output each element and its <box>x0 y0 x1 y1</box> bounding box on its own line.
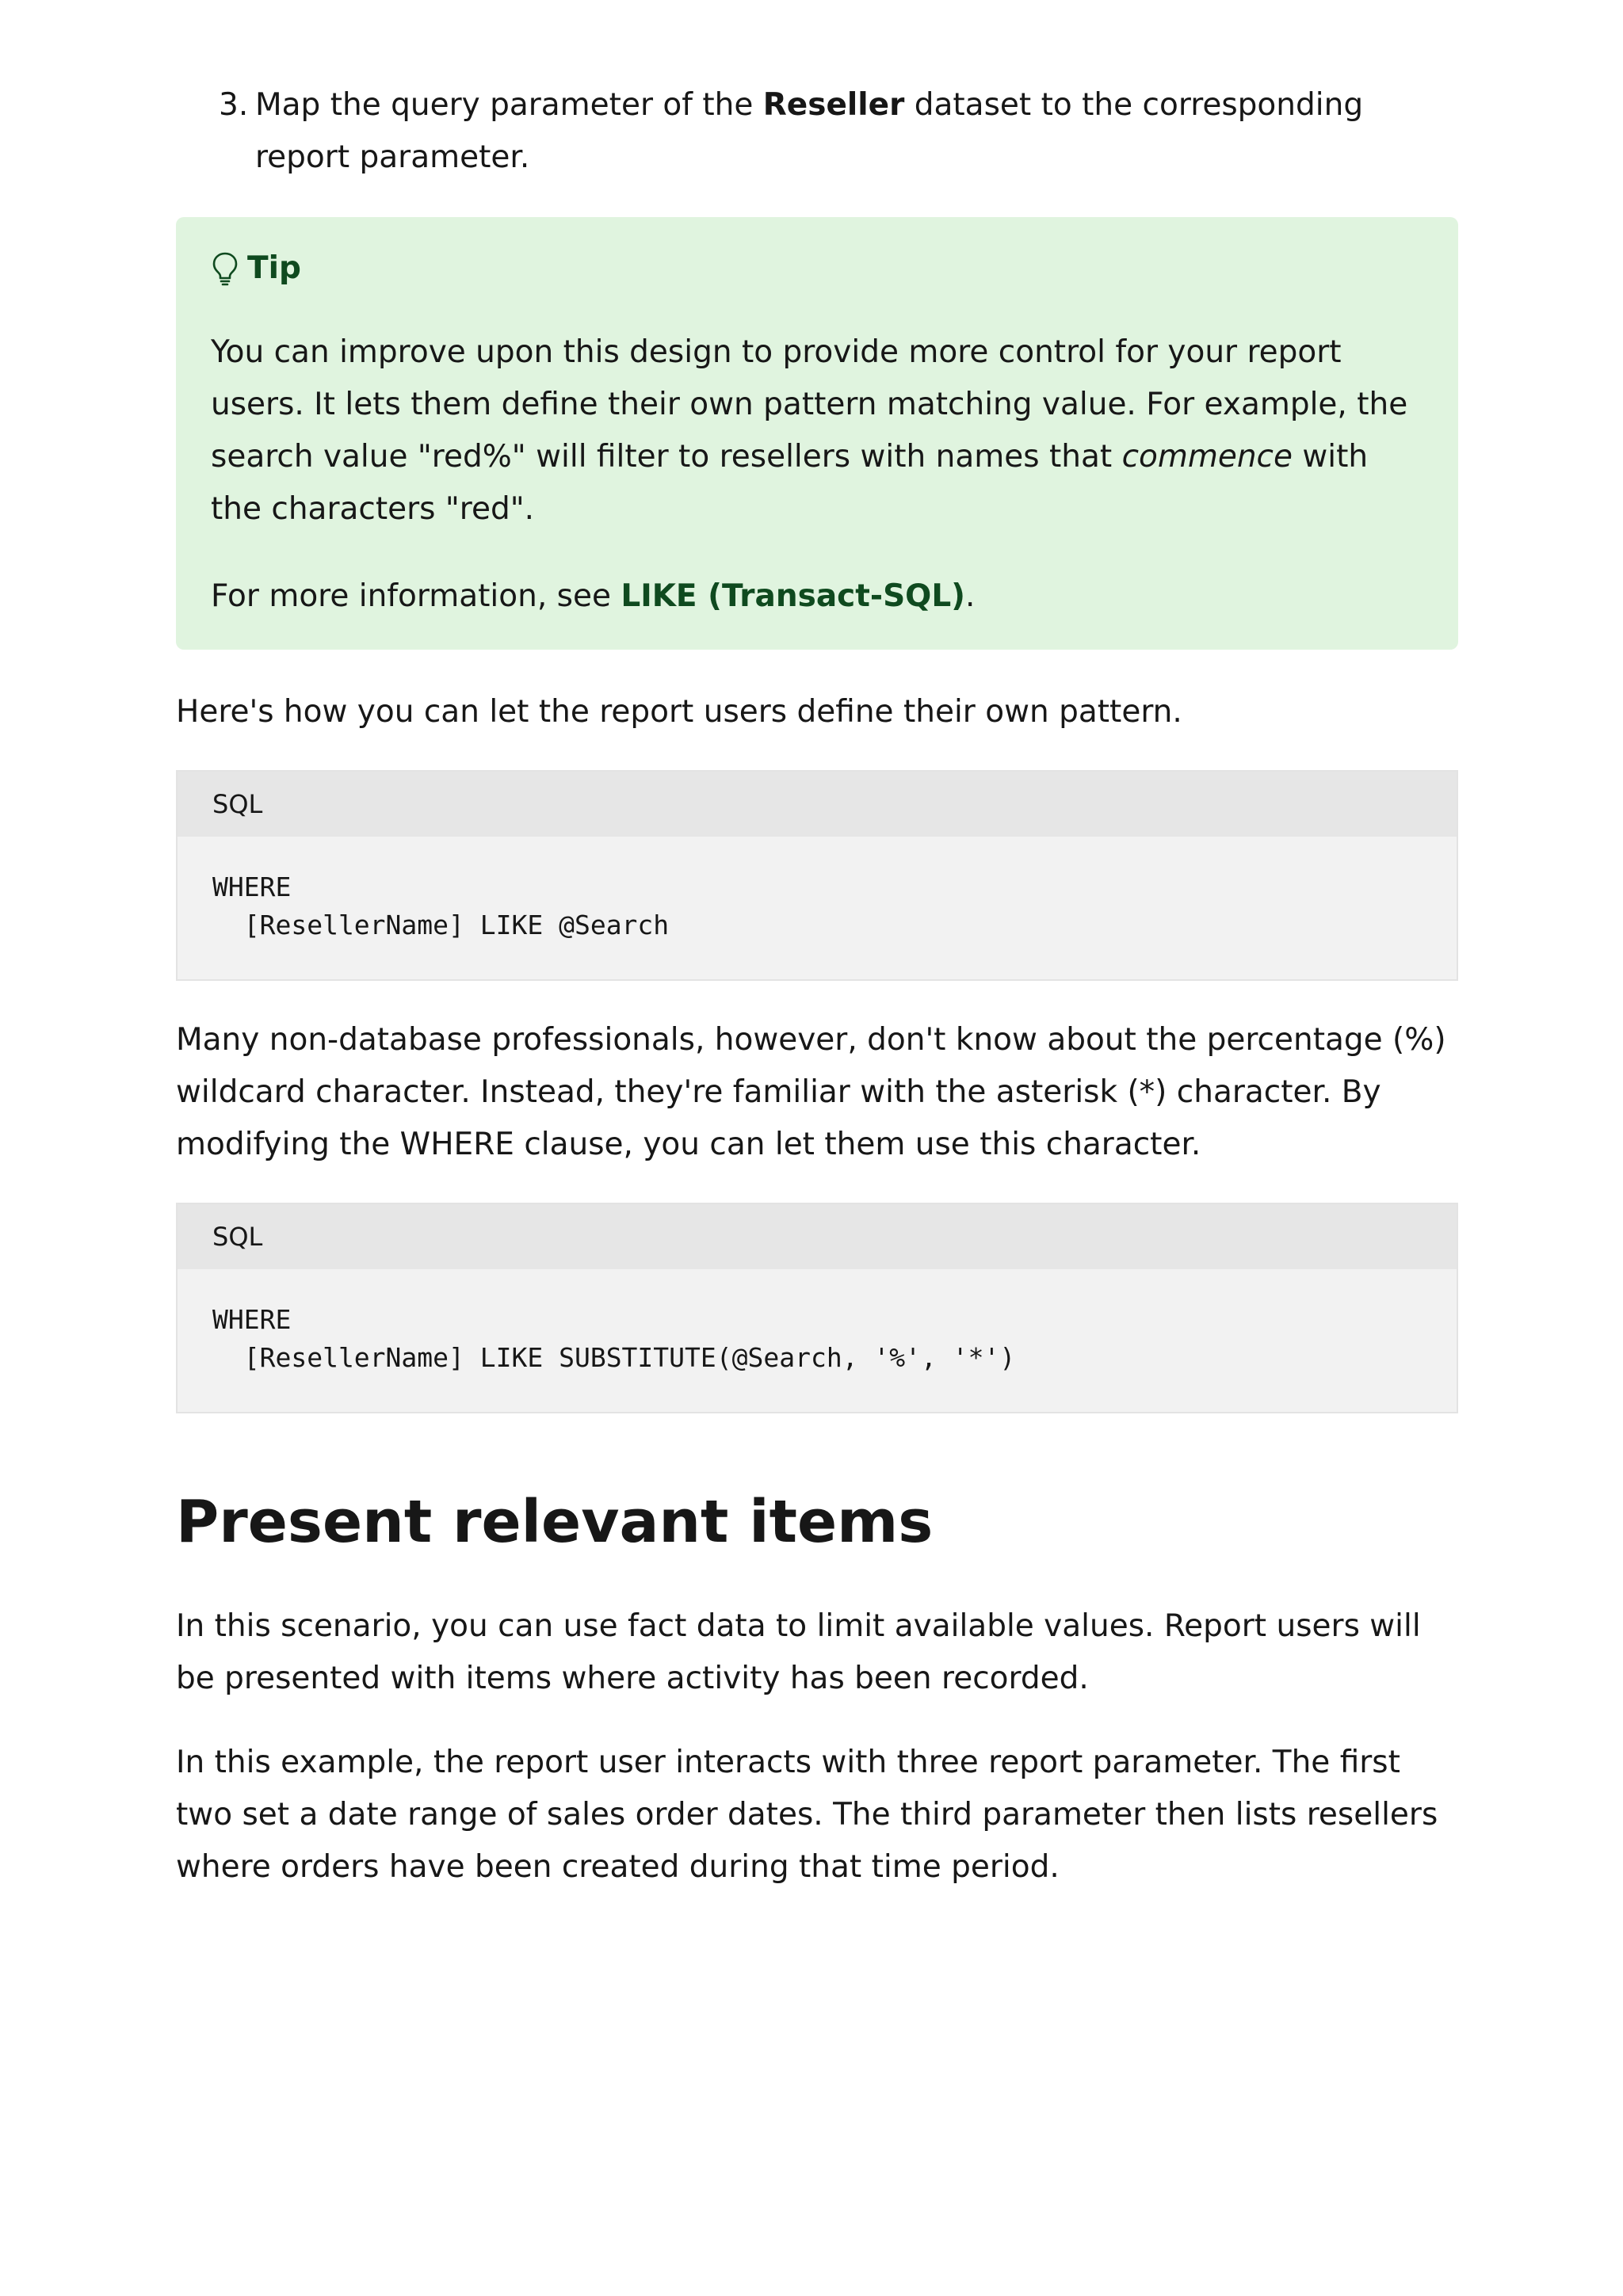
tip-period: . <box>965 578 976 614</box>
paragraph-scenario: In this scenario, you can use fact data to limit available values. Report users will be presented with items where activity has been recorded. <box>176 1608 1421 1696</box>
paragraph-example: In this example, the report user interacts with three report parameter. The first two set a date range of sales order dates. The third parameter then lists resellers where orders have been created during that time period. <box>176 1745 1438 1885</box>
step-text-start: Map the query parameter of the <box>255 87 763 123</box>
like-transact-sql-link[interactable]: LIKE (Transact-SQL) <box>621 578 965 614</box>
step-text-end: dataset to the corresponding report parameter. <box>255 87 1364 175</box>
tip-italic-term: commence <box>1121 439 1293 475</box>
code-language-label: SQL <box>178 1204 1457 1269</box>
tip-paragraph-2 <box>211 570 1423 623</box>
code-content[interactable]: WHERE [ResellerName] LIKE @Search <box>212 871 670 940</box>
tip-title <box>211 241 1423 296</box>
tip-text: You can improve upon this design to provide more control for your report users. It lets them define their own pattern matching value. For example, the search value "red%" will filter to resellers with names that <box>211 334 1408 475</box>
code-content[interactable]: WHERE [ResellerName] LIKE SUBSTITUTE(@Search, '%', '*') <box>212 1304 1016 1373</box>
step-number: 3. <box>219 87 249 123</box>
tip-more-info-text: For more information, see <box>211 578 621 614</box>
section-heading: Present relevant items <box>176 1488 934 1556</box>
tip-callout <box>176 217 1458 650</box>
tip-paragraph-1 <box>211 326 1423 536</box>
lightbulb-icon <box>211 251 239 286</box>
tip-title-text: Tip <box>247 250 301 286</box>
code-block-2 <box>176 1203 1458 1413</box>
tip-text-end: with the characters "red". <box>211 439 1369 527</box>
step-bold-term: Reseller <box>762 87 905 123</box>
code-language-label: SQL <box>178 772 1457 837</box>
paragraph-wildcard: Many non-database professionals, however, don't know about the percentage (%) wildcard character. Instead, they're familiar with the asterisk (*) character. By modifying the WHERE clause, you can let them use this character. <box>176 1022 1446 1162</box>
article-content <box>176 0 1458 1894</box>
paragraph-define-pattern: Here's how you can let the report users define their own pattern. <box>176 694 1182 730</box>
code-block-1 <box>176 770 1458 981</box>
list-item-step-3 <box>176 79 1458 184</box>
